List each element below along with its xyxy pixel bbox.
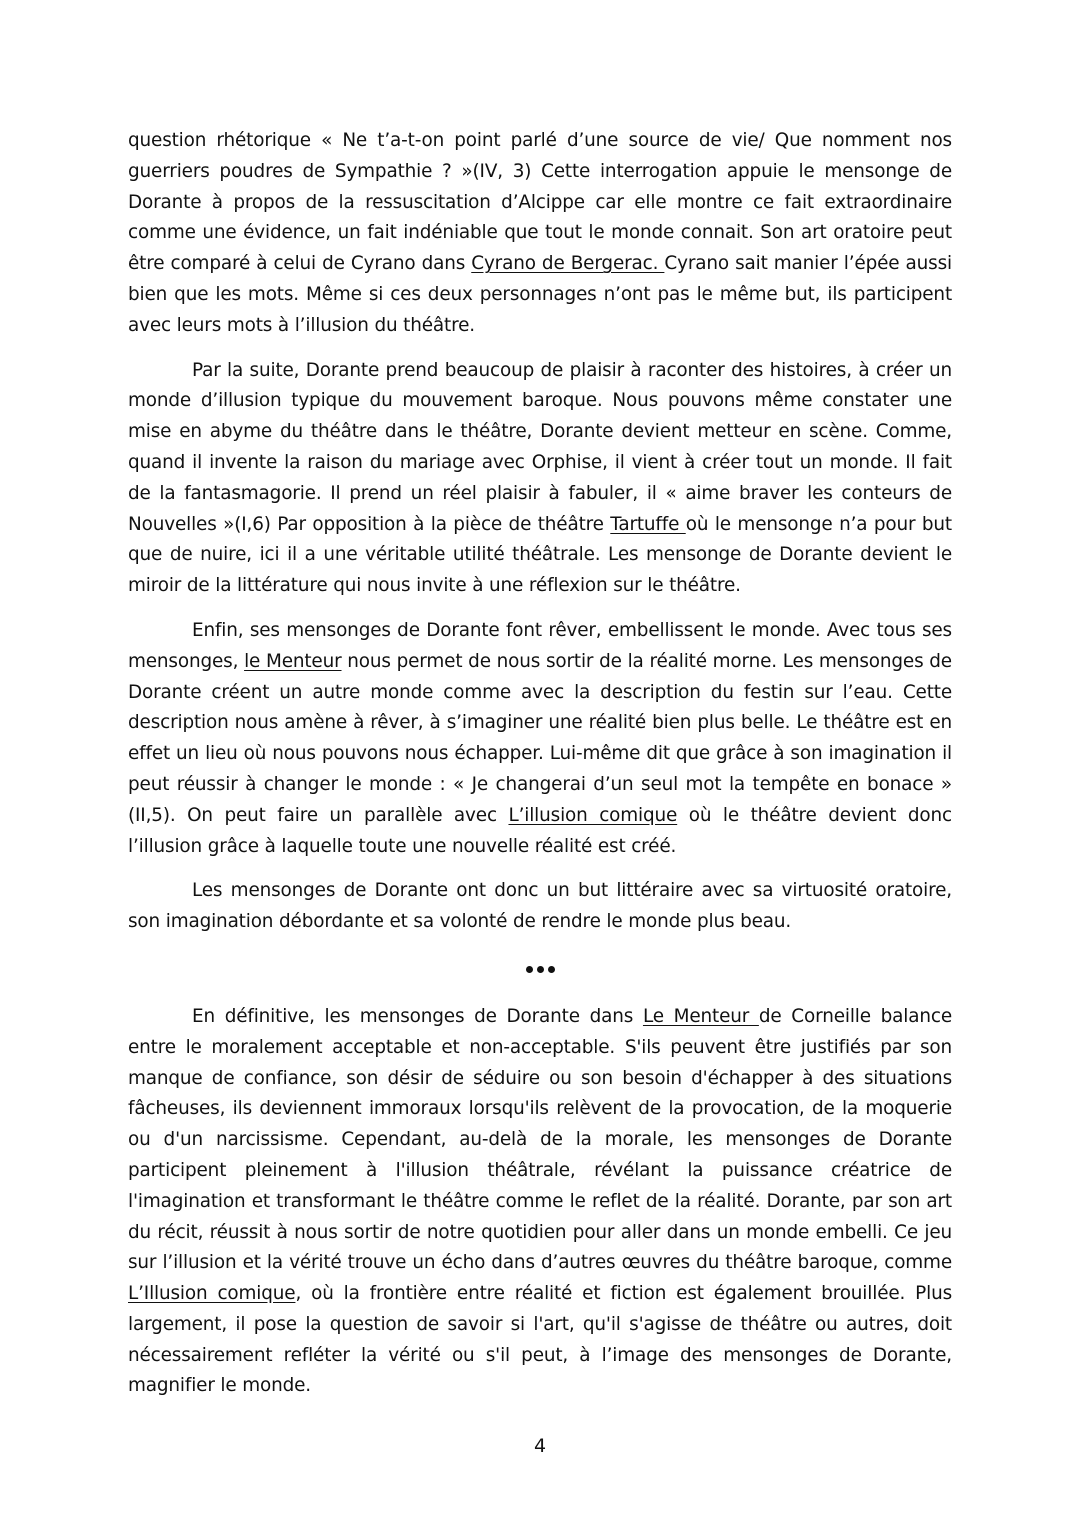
title-cyrano-de-bergerac: Cyrano de Bergerac. — [471, 253, 665, 275]
title-le-menteur: Le Menteur — [642, 1005, 759, 1027]
document-body — [128, 126, 952, 1402]
text-span: question rhétorique « Ne t’a-t-on point parlé d’une source de vie/ Que nomment nos guerriers poudres de Sympathie ? »(IV, 3) Cette interrogation appuie le mensonge de Dorante à propos de la ressuscitation d’Alcippe car elle montre ce fait extraordinaire comme une évidence, un fait indéniable que tout le monde connait. Son art oratoire peut être comparé à celui de Cyrano dans — [128, 130, 952, 275]
text-span: , où la frontière entre réalité et fiction est également brouillée. Plus largement, il pose la question de savoir si l'art, qu'il s'agisse de théâtre ou autres, doit nécessairement refléter la vérité ou s'il peut, à l’image des mensonges de Dorante, magnifier le monde. — [128, 1283, 953, 1397]
title-tartuffe: Tartuffe — [610, 513, 686, 535]
text-span: nous permet de nous sortir de la réalité morne. Les mensonges de Dorante créent un autre monde comme avec la description du festin sur l’eau. Cette description nous amène à rêver, à s’imaginer une réalité bien plus belle. Le théâtre est en effet un lieu où nous pouvons nous échapper. Lui-même dit que grâce à son imagination il peut réussir à changer le monde : « Je changerai d’un seul mot la tempête en bonace » (II,5). On peut faire un parallèle avec — [128, 650, 952, 826]
three-dots-separator-icon — [128, 952, 952, 988]
text-span: Enfin, ses mensonges de Dorante font rêver, embellissent le monde. Avec tous ses mensonges, — [128, 619, 952, 672]
paragraph-conclusion — [128, 1002, 952, 1402]
paragraph-literary-goal — [128, 876, 952, 938]
paragraph-rhetoric — [128, 126, 952, 342]
title-illusion-comique: L’illusion comique — [508, 804, 678, 826]
text-span: En définitive, les mensonges de Dorante dans — [192, 1005, 643, 1027]
title-illusion-comique: L’Illusion comique — [128, 1283, 296, 1305]
text-span: Cyrano sait manier l’épée aussi bien que les mots. Même si ces deux personnages n’ont pas le même but, ils participent avec leurs mots à l’illusion du théâtre. — [128, 253, 952, 336]
text-span: Par la suite, Dorante prend beaucoup de plaisir à raconter des histoires, à créer un monde d’illusion typique du mouvement baroque. Nous pouvons même constater une mise en abyme du théâtre dans le théâtre, Dorante devient metteur en scène. Comme, quand il invente la raison du mariage avec Orphise, il vient à créer tout un monde. Il fait de la fantasmagorie. Il prend un réel plaisir à fabuler, il « aime braver les conteurs de Nouvelles »(I,6) Par opposition à la pièce de théâtre — [128, 359, 952, 535]
text-span: où le mensonge n’a pour but que de nuire, ici il a une véritable utilité théâtrale. Les mensonge de Dorante devient le miroir de la littérature qui nous invite à une réflexion sur le théâtre. — [128, 513, 952, 597]
paragraph-illusion-baroque — [128, 356, 952, 602]
page-number: 4 — [533, 1435, 547, 1457]
dot — [526, 966, 533, 973]
text-span: Les mensonges de Dorante ont donc un but littéraire avec sa virtuosité oratoire, son imagination débordante et sa volonté de rendre le monde plus beau. — [128, 880, 952, 933]
paragraph-embellish-world — [128, 616, 952, 862]
dot — [548, 966, 555, 973]
title-le-menteur: le Menteur — [244, 650, 342, 672]
text-span: où le théâtre devient donc l’illusion grâce à laquelle toute une nouvelle réalité est créé. — [128, 804, 952, 857]
text-span: de Corneille balance entre le moralement acceptable et non-acceptable. S'ils peuvent être justifiés par son manque de confiance, son désir de séduire ou son besoin d'échapper à des situations fâcheuses, ils deviennent immoraux lorsqu'ils relèvent de la provocation, de la moquerie ou d'un narcissisme. Cependant, au-delà de la morale, les mensonges de Dorante participent pleinement à l'illusion théâtrale, révélant la puissance créatrice de l'imagination et transformant le théâtre comme le reflet de la réalité. Dorante, par son art du récit, réussit à nous sortir de notre quotidien pour aller dans un monde embelli. Ce jeu sur l’illusion et la vérité trouve un écho dans d’autres œuvres du théâtre baroque, comme — [128, 1005, 952, 1274]
dot — [537, 966, 544, 973]
